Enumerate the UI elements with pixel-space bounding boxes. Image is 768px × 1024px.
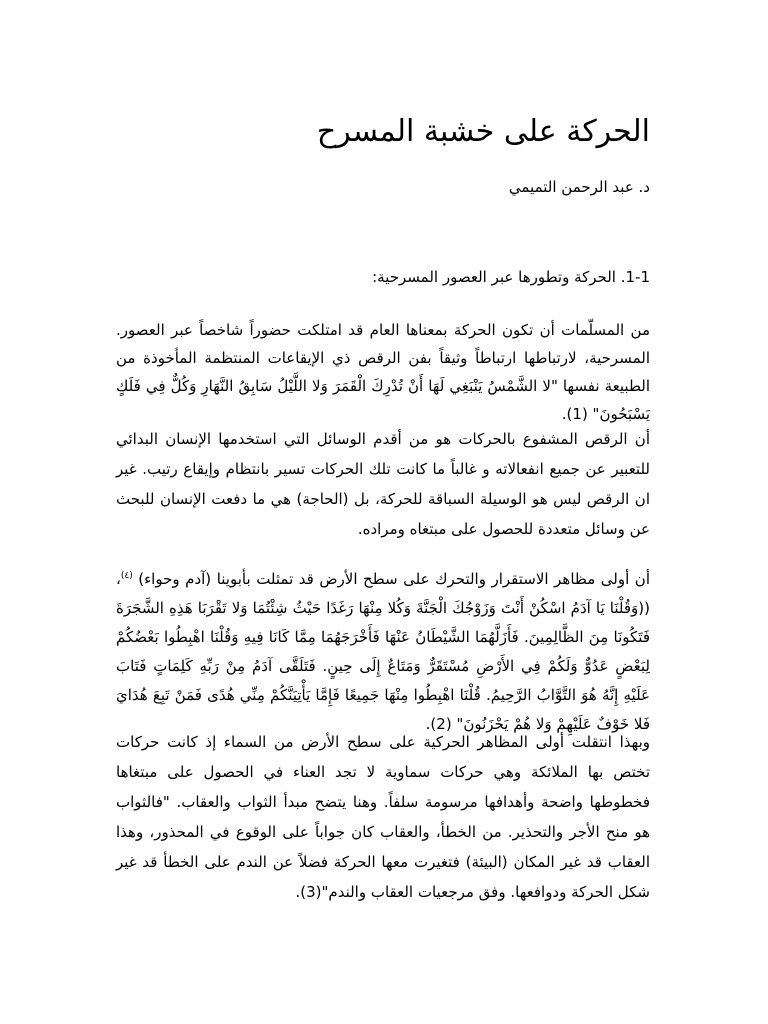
quran-prefix: ، ((: [116, 570, 650, 617]
quran-verse-1: لا الشَّمْسُ يَنْبَغِي لَهَا أَنْ تُدْرِكَ الْقَمَرَ وَلا اللَّيْلُ سَابِقُ النَّهَارِ وَكُلٌّ فِي فَلَكٍ يَسْبَحُونَ: [116, 377, 650, 423]
paragraph-3-text: أن أولى مظاهر الاستقرار والتحرك على سطح الأرض قد تمثلت بأبوينا (آدم وحواء): [138, 570, 650, 588]
paragraph-1: [116, 316, 650, 428]
paragraph-3: [116, 565, 650, 739]
quran-verse-2: وَقُلْنَا يَا آدَمُ اسْكُنْ أَنْتَ وَزَوْجُكَ الْجَنَّةَ وَكُلا مِنْهَا رَغَدًا حَيْثُ شِئْتُمَا وَلا تَقْرَبَا هَذِهِ الشَّجَرَةَ فَتَكُونَا مِنَ الظَّالِمِينَ. فَأَزَلَّهُمَا الشَّيْطَانُ عَنْهَا فَأَخْرَجَهُمَا مِمَّا كَانَا فِيهِ وَقُلْنَا اهْبِطُوا بَعْضُكُمْ لِبَعْضٍ عَدُوٌّ وَلَكُمْ فِي الأَرْضِ مُسْتَقَرٌّ وَمَتَاعٌ إِلَى حِينٍ. فَتَلَقَّى آدَمُ مِنْ رَبِّهِ كَلِمَاتٍ فَتَابَ عَلَيْهِ إِنَّهُ هُوَ التَّوَّابُ الرَّحِيمُ. قُلْنَا اهْبِطُوا مِنْهَا جَمِيعًا فَإِمَّا يَأْتِيَنَّكُمْ مِنِّي هُدًى فَمَنْ تَبِعَ هُدَايَ فَلا خَوْفٌ عَلَيْهِمْ وَلا هُمْ يَحْزَنُونَ: [116, 599, 650, 733]
author-name: د. عبد الرحمن التميمي: [508, 178, 650, 196]
page-title: الحركة على خشبة المسرح: [316, 114, 650, 149]
paragraph-4: وبهذا انتقلت أولى المظاهر الحركية على سطح الأرض من السماء إذ كانت حركات تختص بها الملائكة وهي حركات سماوية لا تجد العناء في الحصول على مبتغاها فخطوطها واضحة وأهدافها مرسومة سلفاً. وهنا يتضح مبدأ الثواب والعقاب. "فالثواب هو منح الأجر والتحذير. من الخطأ، والعقاب كان جواباً على الوقوع في المحذور، وهذا العقاب قد غير المكان (البيئة) فتغيرت معها الحركة فضلاً عن الندم على الخطأ قد غير شكل الحركة ودوافعها. وفق مرجعيات العقاب والندم"(3).: [116, 733, 650, 901]
paragraph-1-text: من المسلّمات أن تكون الحركة بمعناها العام قد امتلكت حضوراً شاخصاً عبر العصور. المسرحية، لارتباطها ارتباطاً وثيقاً بفن الرقص ذي الإيقاعات المنتظمة المأخوذة من الطبيعة نفسها ": [116, 321, 650, 395]
paragraph-2: أن الرقص المشفوع بالحركات هو من أقدم الوسائل التي استخدمها الإنسان البدائي للتعبير عن جميع انفعالاته و غالباً ما كانت تلك الحركات تسير بانتظام وإيقاع رتيب. غير ان الرقص ليس هو الوسيلة السباقة للحركة، بل (الحاجة) هي ما دفعت الإنسان للبحث عن وسائل متعددة للحصول على مبتغاه ومراده.: [116, 430, 650, 538]
reference-2: " (2).: [425, 715, 464, 733]
section-heading: 1-1. الحركة وتطورها عبر العصور المسرحية:: [372, 268, 650, 286]
footnote-marker: (٤): [120, 571, 133, 581]
reference-1: " (1).: [561, 405, 600, 423]
